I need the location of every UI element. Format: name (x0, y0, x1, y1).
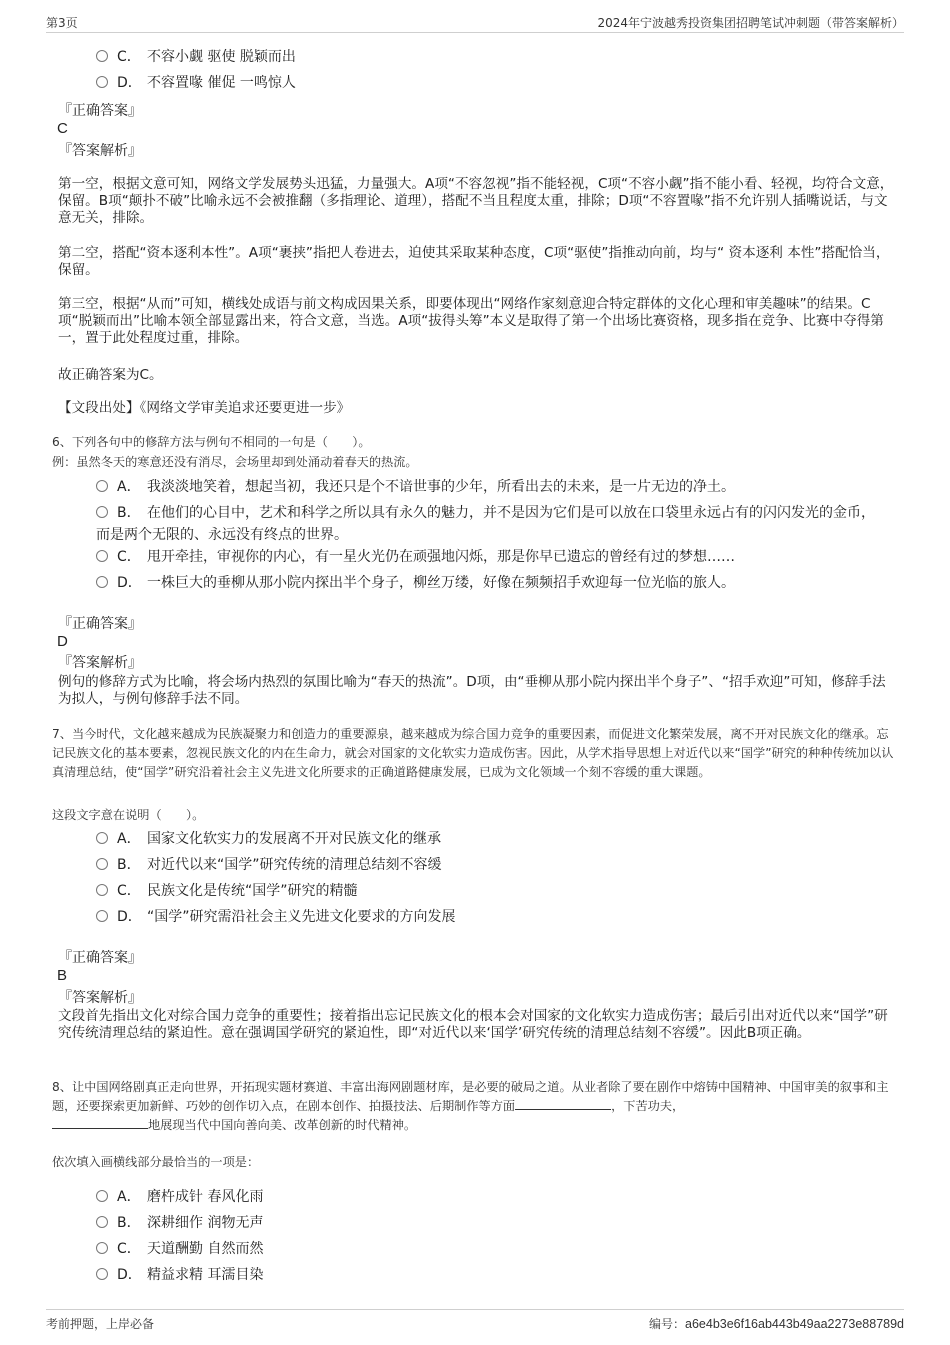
radio-icon[interactable] (96, 910, 108, 922)
option-d[interactable]: D． 不容置喙 催促 一鸣惊人 (96, 72, 896, 94)
radio-icon[interactable] (96, 1242, 108, 1254)
radio-icon[interactable] (96, 50, 108, 62)
analysis-paragraph: 第二空，搭配“资本逐利本性”。A项“裹挟”指把人卷进去，迫使其采取某种态度，C项“驱使”指推动向前，均与“ 资本逐利 本性”搭配恰当，保留。 (58, 245, 890, 278)
radio-icon[interactable] (96, 480, 108, 492)
answer-label: 『正确答案』 (58, 950, 142, 966)
document-code: 编号：a6e4b3e6f16ab443b49aa2273e88789d (649, 1317, 904, 1331)
analysis-paragraph: 第三空，根据“从而”可知，横线处成语与前文构成因果关系，即要体现出“网络作家刻意迎合特定群体的文化心理和审美趣味”的结果。C项“脱颖而出”比喻本领全部显露出来，符合文意，当选。A项“拔得头筹”本义是取得了第一个出场比赛资格，现多指在竞争、比赛中夺得第一，置于此处程度过重，排除。 (58, 296, 884, 346)
footer-slogan: 考前押题，上岸必备 (46, 1317, 155, 1331)
analysis-label: 『答案解析』 (58, 990, 142, 1006)
option-c[interactable]: C． 不容小觑 驱使 脱颖而出 (96, 46, 896, 68)
fill-blank-1[interactable] (515, 1097, 611, 1110)
analysis-paragraph: 故正确答案为C。 (58, 367, 163, 383)
option-c[interactable]: C． 甩开牵挂，审视你的内心，有一星火光仍在顽强地闪烁，那是你早已遗忘的曾经有过的梦想…… (96, 546, 896, 568)
question-8-prompt: 依次填入画横线部分最恰当的一项是： (52, 1155, 260, 1169)
option-a[interactable]: A． 磨杵成针 春风化雨 (96, 1186, 896, 1208)
option-d[interactable]: D． 精益求精 耳濡目染 (96, 1264, 896, 1286)
answer-value: D (57, 633, 68, 650)
option-a[interactable]: A． 国家文化软实力的发展离不开对民族文化的继承 (96, 828, 896, 850)
analysis-paragraph: 例句的修辞方式为比喻，将会场内热烈的氛围比喻为“春天的热流”。D项，由“垂柳从那小院内探出半个身子”、“招手欢迎”可知，修辞手法为拟人，与例句修辞手法不同。 (58, 674, 886, 707)
option-b[interactable]: B． 对近代以来“国学”研究传统的清理总结刻不容缓 (96, 854, 896, 876)
fill-blank-2[interactable] (52, 1116, 148, 1129)
option-a[interactable]: A． 我淡淡地笑着，想起当初，我还只是个不谙世事的少年，所看出去的未来，是一片无边的净土。 (96, 476, 896, 498)
radio-icon[interactable] (96, 858, 108, 870)
page-number: 第3页 (46, 16, 78, 30)
question-7-prompt: 这段文字意在说明（ ）。 (52, 808, 205, 822)
radio-icon[interactable] (96, 1268, 108, 1280)
question-8-stem: 8、让中国网络剧真正走向世界，开拓现实题材赛道、丰富出海网剧题材库，是必要的破局之道。从业者除了要在剧作中熔铸中国精神、中国审美的叙事和主题，还要探索更加新鲜、巧妙的创作切入点，在剧本创作、拍摄技法、后期制作等方面 ，下苦功夫， 地展现当代中国向善向美、改革创新的时代精神。 (52, 1080, 889, 1132)
answer-label: 『正确答案』 (58, 616, 142, 632)
answer-label: 『正确答案』 (58, 103, 142, 119)
radio-icon[interactable] (96, 550, 108, 562)
radio-icon[interactable] (96, 576, 108, 588)
radio-icon[interactable] (96, 76, 108, 88)
question-6-example: 例：虽然冬天的寒意还没有消尽，会场里却到处涌动着春天的热流。 (52, 455, 418, 469)
option-b[interactable]: B． 在他们的心目中，艺术和科学之所以具有永久的魅力，并不是因为它们是可以放在口袋里永远占有的闪闪发光的金币，而是两个无限的、永远没有终点的世界。 (96, 505, 875, 543)
radio-icon[interactable] (96, 832, 108, 844)
radio-icon[interactable] (96, 884, 108, 896)
option-d[interactable]: D． “国学”研究需沿社会主义先进文化要求的方向发展 (96, 906, 896, 928)
question-7-stem: 7、当今时代，文化越来越成为民族凝聚力和创造力的重要源泉，越来越成为综合国力竞争的重要因素，而促进文化繁荣发展，离不开对民族文化的继承。忘记民族文化的基本要素，忽视民族文化的内在生命力，就会对国家的文化软实力造成伤害。因此，从学术指导思想上对近代以来“国学”研究的种种传统加以认真清理总结，使“国学”研究沿着社会主义先进文化所要求的正确道路健康发展，已成为文化领域一个刻不容缓的重大课题。 (52, 727, 894, 779)
question-6-stem: 6、下列各句中的修辞方法与例句不相同的一句是（ ）。 (52, 435, 371, 449)
answer-value: C (57, 120, 68, 137)
document-title: 2024年宁波越秀投资集团招聘笔试冲刺题（带答案解析） (597, 16, 904, 30)
page-header (46, 12, 904, 33)
analysis-paragraph: 文段首先指出文化对综合国力竞争的重要性；接着指出忘记民族文化的根本会对国家的文化软实力造成伤害；最后引出对近代以来“国学”研究传统清理总结的紧迫性。意在强调国学研究的紧迫性，即“对近代以来‘国学’研究传统的清理总结刻不容缓”。因此B项正确。 (58, 1008, 888, 1041)
option-c[interactable]: C． 民族文化是传统“国学”研究的精髓 (96, 880, 896, 902)
analysis-label: 『答案解析』 (58, 143, 142, 159)
option-c[interactable]: C． 天道酬勤 自然而然 (96, 1238, 896, 1260)
analysis-label: 『答案解析』 (58, 655, 142, 671)
radio-icon[interactable] (96, 1190, 108, 1202)
radio-icon[interactable] (96, 506, 108, 518)
page-footer (46, 1309, 904, 1336)
answer-value: B (57, 967, 68, 984)
source-citation: 【文段出处】《网络文学审美追求还要更进一步》 (58, 400, 351, 416)
option-b[interactable]: B． 深耕细作 润物无声 (96, 1212, 896, 1234)
radio-icon[interactable] (96, 1216, 108, 1228)
option-d[interactable]: D． 一株巨大的垂柳从那小院内探出半个身子，柳丝万缕，好像在频频招手欢迎每一位光临的旅人。 (96, 572, 896, 594)
analysis-paragraph: 第一空，根据文意可知，网络文学发展势头迅猛，力量强大。A项“不容忽视”指不能轻视，C项“不容小觑”指不能小看、轻视，均符合文意，保留。B项“颠扑不破”比喻永远不会被推翻（多指理论、道理），搭配不当且程度太重，排除；D项“不容置喙”指不允许别人插嘴说话，与文意无关，排除。 (58, 176, 894, 226)
